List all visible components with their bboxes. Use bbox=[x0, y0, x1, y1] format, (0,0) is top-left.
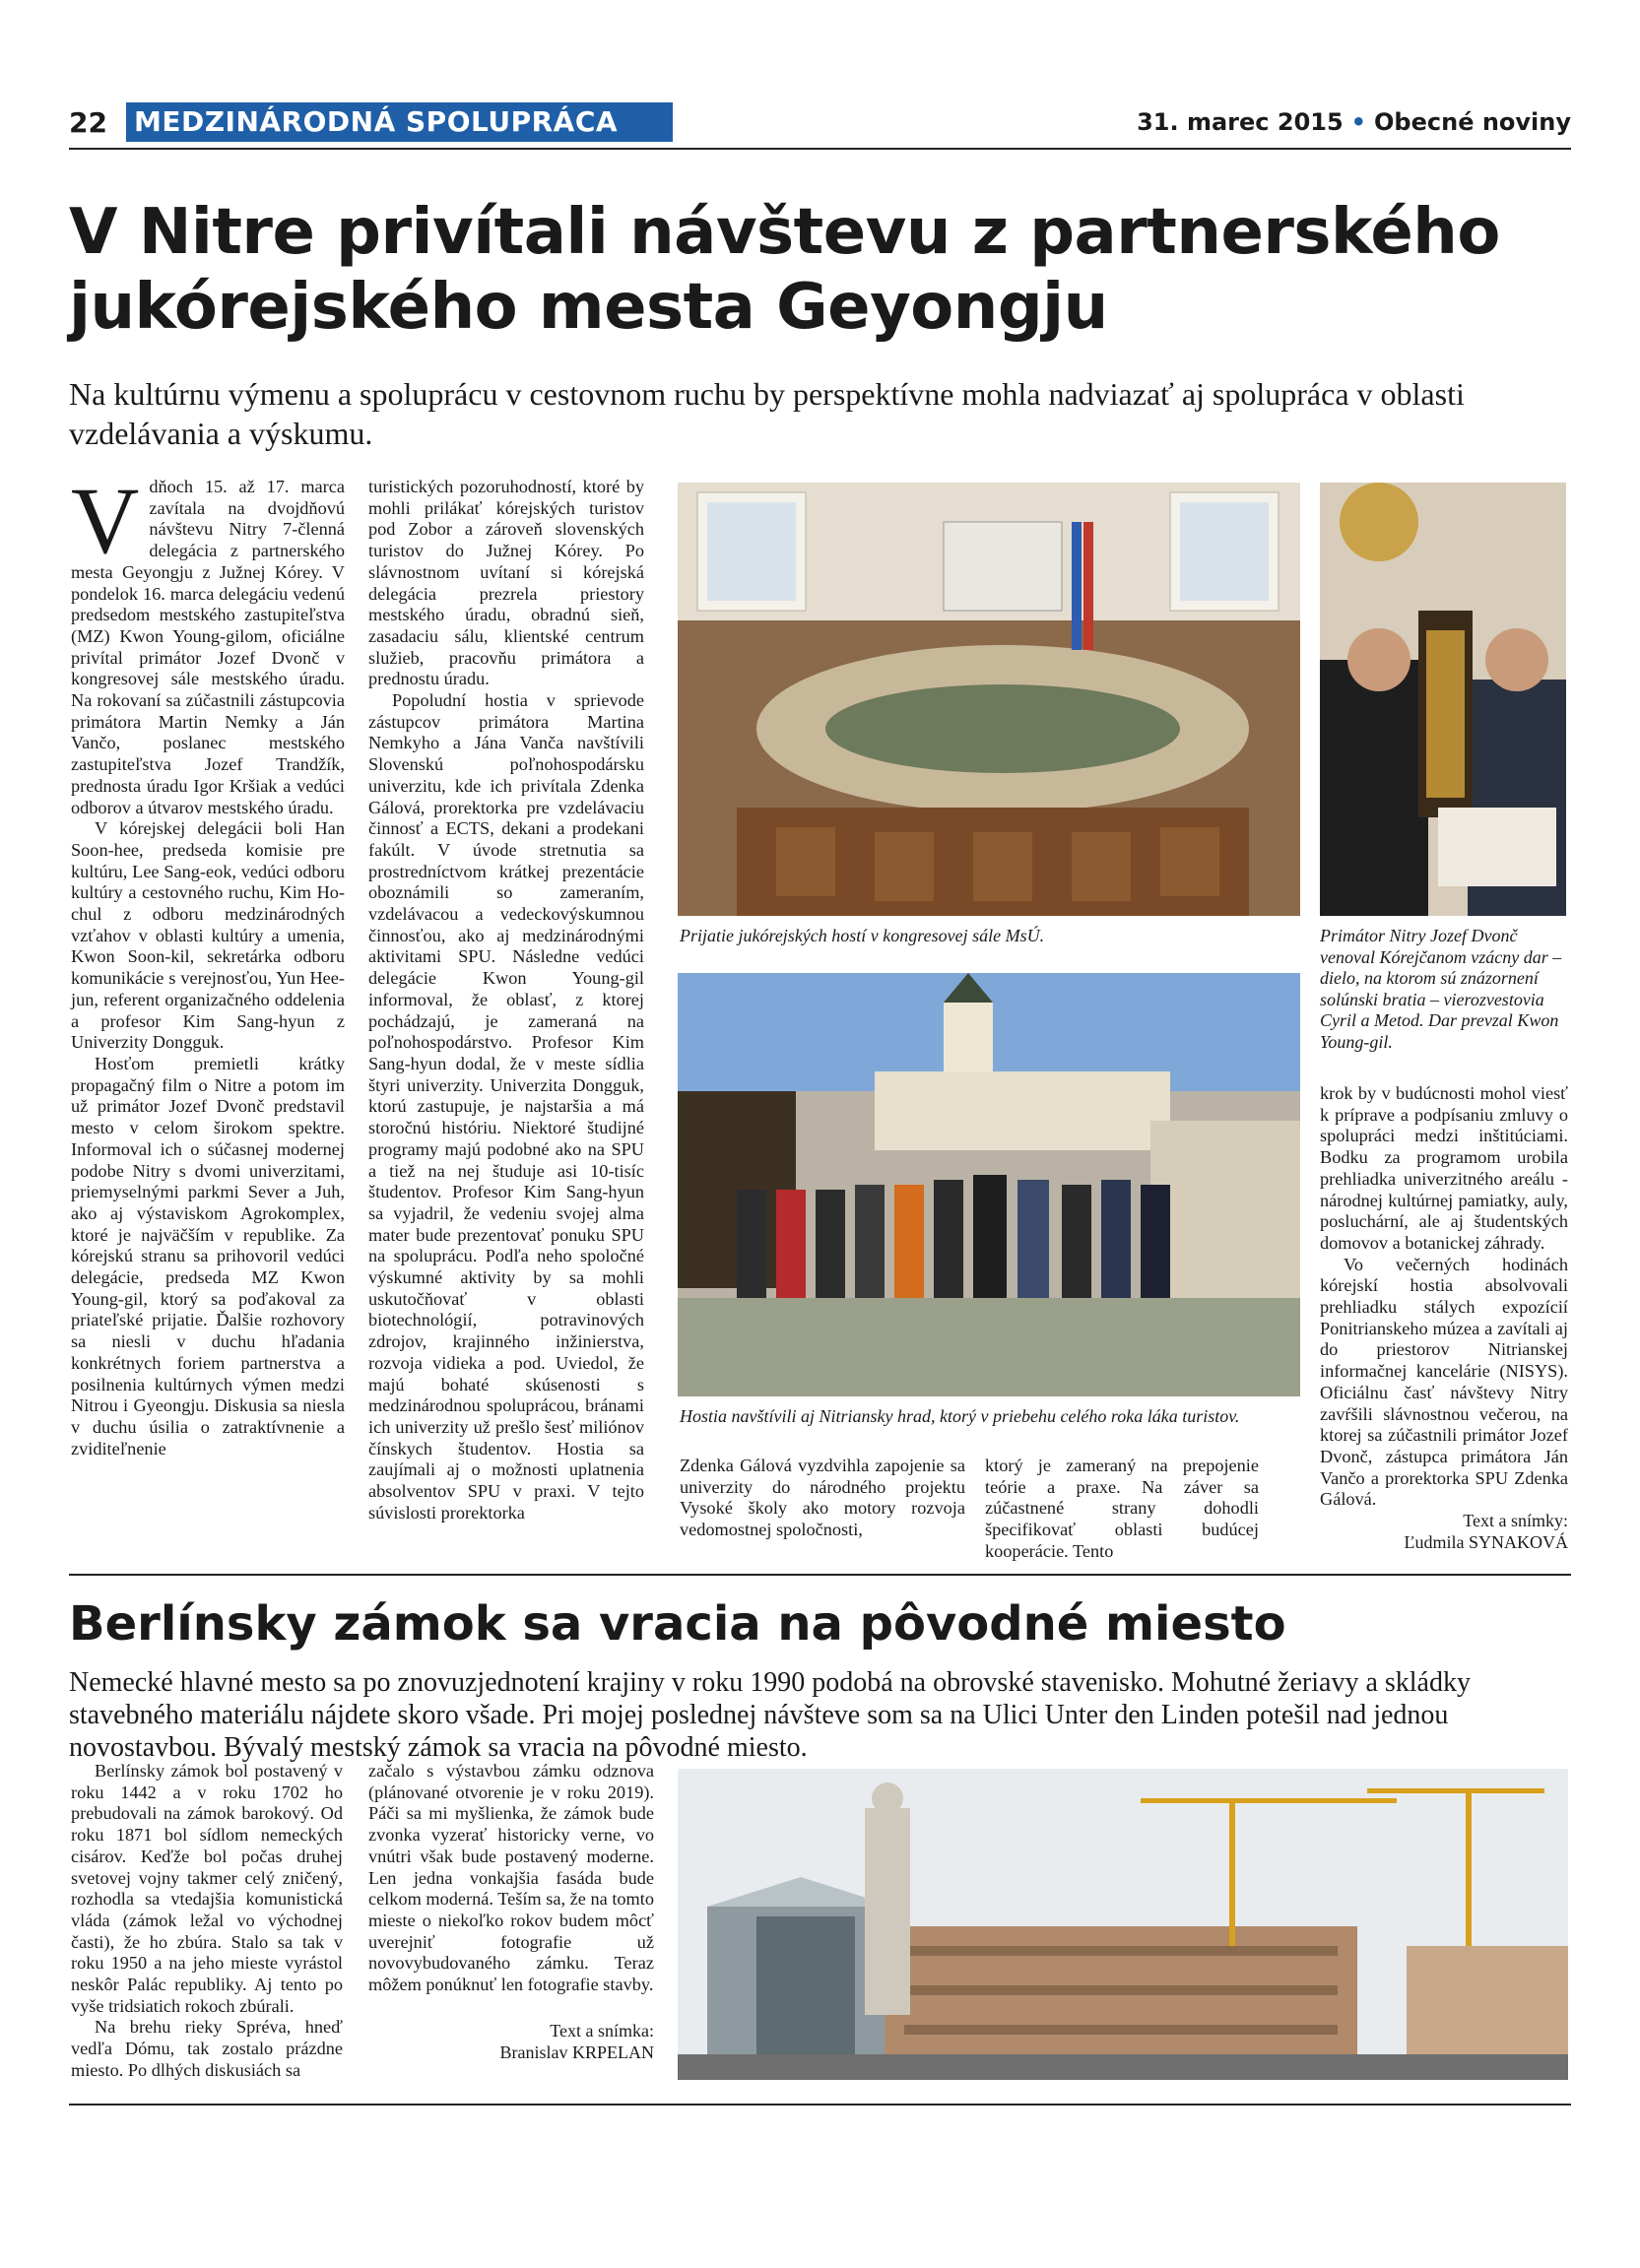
article-divider bbox=[69, 1574, 1571, 1576]
paragraph: Hosťom premietli krátky propagačný film o Nitre a potom im už primátor Jozef Dvonč predstavil mesto v celom širokom spektre. Informoval ich o súčasnej modernej podobe Nitry s dvomi univerzitami, priemyselnými parkmi Sever a Juh, ako aj výstaviskom Agrokomplex, ktoré je najväčším v republike. Za kórejskú stranu sa prihovoril vedúci delegácie, predseda MZ Kwon Young-gil, ktorý sa poďakoval za priateľské prijatie. Ďalšie rozhovory sa niesli v duchu hľadania konkrétnych foriem partnerstva a posilnenia kultúrnych výmen medzi Nitrou i Gyeongju. Diskusia sa niesla v duchu úsilia o zatraktívnenie a zviditeľnenie bbox=[71, 1053, 345, 1458]
article-lead: Na kultúrnu výmenu a spoluprácu v cestovnom ruchu by perspektívne mohla nadviazať aj spolupráca v oblasti vzdelávania a výskumu. bbox=[69, 376, 1465, 451]
article-column-1 bbox=[71, 468, 345, 1459]
paragraph: ktorý je zameraný na prepojenie teórie a praxe. Na záver sa zúčastnené strany dohodli špecifikovať oblasti budúcej kooperácie. Tento bbox=[985, 1456, 1259, 1561]
article-column-5 bbox=[1320, 1083, 1568, 1553]
header-rule bbox=[69, 148, 1571, 150]
section-banner: MEDZINÁRODNÁ SPOLUPRÁCA bbox=[126, 102, 673, 142]
publication-name: Obecné noviny bbox=[1374, 108, 1571, 136]
article-column-2 bbox=[368, 1761, 654, 1996]
article-lead: Nemecké hlavné mesto sa po znovuzjednotení krajiny v roku 1990 podobá na obrovské stavenisko. Mohutné žeriavy a skládky stavebného materiálu nájdete skoro všade. Pri mojej poslednej návšteve som sa na Ulici Unter den Linden potešil nad jednou novostavbou. Bývalý mestský zámok sa vracia na pôvodné miesto. bbox=[69, 1667, 1471, 1763]
paragraph: začalo s výstavbou zámku odznova (plánované otvorenie je v roku 2019). Páči sa mi myšlienka, že zámok bude zvonka vyzerať historicky verne, vo vnútri však bude postavený moderne. Len jedna vonkajšia fasáda bude celkom moderná. Teším sa, že na tomto mieste o niekoľko rokov budem môcť uverejniť fotografie už novovybudovaného zámku. Teraz môžem ponúknuť len fotografie stavby. bbox=[368, 1761, 654, 1995]
photo-berlin-palace bbox=[678, 1769, 1568, 2080]
article-title: V Nitre privítali návštevu z partnerského jukórejského mesta Geyongju bbox=[69, 196, 1500, 344]
photo-congress-hall bbox=[678, 483, 1300, 916]
photo-gift bbox=[1320, 483, 1566, 916]
paragraph: Berlínsky zámok bol postavený v roku 1442 a v roku 1702 ho prebudovali na zámok barokový. Od roku 1871 bol sídlom nemeckých cisárov. Keďže bol počas druhej svetovej vojny takmer celý zničený, rozhodla sa vtedajšia komunistická vláda (zámok ležal vo východnej časti), že ho zbúra. Stalo sa tak v roku 1950 a na jeho mieste vyrástol neskôr Palác republiky. Aj tento po vyše tridsiatich rokoch zbúrali. bbox=[71, 1761, 343, 2016]
paragraph: Na brehu rieky Spréva, hneď vedľa Dómu, tak zostalo prázdne miesto. Po dlhých diskusiách sa bbox=[71, 2017, 343, 2080]
paragraph: Popoludní hostia v sprievode zástupcov primátora Martina Nemkyho a Jána Vanča navštívili Slovenskú poľnohospodársku univerzitu, kde ich privítala Zdenka Gálová, prorektorka pre vzdelávaciu činnosť a ECTS, dekani a prodekani fakúlt. V úvode stretnutia sa prostredníctvom krátkej prezentácie oboznámili so zameraním, vzdelávacou a vedeckovýskumnou činnosťou, ako aj medzinárodnými aktivitami SPU. Následne vedúci delegácie Kwon Young-gil informoval, že oblasť, z ktorej pochádzajú, je zameraná na poľnohospodárstvo. Profesor Kim Sang-hyun dodal, že v meste sídlia štyri univerzity. Univerzita Dongguk, ktorú zastupuje, je najstaršia a má storočnú históriu. Niektoré študijné programy majú podobné ako na SPU a tiež na nej študuje asi 10-tisíc študentov. Profesor Kim Sang-hyun sa vyjadril, že vedeniu svojej alma mater bude prezentovať ponuku SPU na spoluprácu. Podľa neho spoločné výskumné aktivity by sa mohli uskutočňovať v oblasti biotechnológií, potravinových zdrojov, krajinného inžinierstva, rozvoja vidieka a pod. Uviedol, že majú bohaté skúsenosti s medzinárodnou spoluprácou, bránami ich univerzity už prešlo šesť miliónov čínskych študentov. Hostia sa zaujímali aj o možnosti uplatnenia absolventov SPU v praxi. V tejto súvislosti prorektorka bbox=[368, 690, 644, 1523]
paragraph: V kórejskej delegácii boli Han Soon-hee, predseda komisie pre kultúru, Lee Sang-eok, vedúci odboru kultúry a cestovného ruchu, Kim Ho-chul z odboru medzinárodných vzťahov v oblasti kultúry a umenia, Kwon Soon-kil, sekretárka odboru komunikácie s verejnosťou, Yun Hee-jun, referent organizačného oddelenia a profesor Kim Sang-hyun z Univerzity Dongguk. bbox=[71, 818, 345, 1053]
drop-cap: V bbox=[71, 468, 140, 573]
separator: • bbox=[1350, 108, 1367, 136]
paragraph: dňoch 15. až 17. marca zavítala na dvojdňovú návštevu Nitry 7-členná delegácia z partnerského mesta Geyongju z Južnej Kórey. V pondelok 16. marca delegáciu vedenú predsedom mestského zastupiteľstva (MZ) Kwon Young-gilom, oficiálne privítal primátor Jozef Dvonč v kongresovej sále mestského úradu. Na rokovaní sa zúčastnili zástupcovia primátora Martin Nemky a Ján Vančo, poslanec mestského zastupiteľstva Jozef Trandžík, prednosta úradu Igor Kršiak a vedúci odborov a útvarov mestského úradu. bbox=[71, 477, 345, 817]
signature-label: Text a snímky: bbox=[1463, 1511, 1568, 1531]
paragraph: Vo večerných hodinách kórejskí hostia absolvovali prehliadku stálych expozícií Ponitrianskeho múzea a zavítali aj do priestorov Nitrianskej informačnej kancelárie (NISYS). Oficiálnu časť návštevy Nitry zavŕšili slávnostnou večerou, na ktorej sa zúčastnili primátor Jozef Dvonč, zástupca primátora Ján Vančo a prorektorka SPU Zdenka Gálová. bbox=[1320, 1254, 1568, 1510]
paragraph: Zdenka Gálová vyzdvihla zapojenie sa univerzity do národného projektu Vysoké školy ako motory rozvoja vedomostnej spoločnosti, bbox=[680, 1456, 965, 1540]
issue-date: 31. marec 2015 bbox=[1137, 108, 1344, 136]
photo-nitra-castle bbox=[678, 973, 1300, 1396]
signature-label: Text a snímka: bbox=[550, 2021, 654, 2041]
caption-gift: Primátor Nitry Jozef Dvonč venoval Kórejčanom vzácny dar – dielo, na ktorom sú znázornení solúnski bratia – vierozvestovia Cyril a Metod. Dar prevzal Kwon Young-gil. bbox=[1320, 926, 1562, 1052]
caption-nitra-castle: Hostia navštívili aj Nitriansky hrad, ktorý v priebehu celého roka láka turistov. bbox=[680, 1406, 1240, 1426]
article-column-4 bbox=[985, 1456, 1259, 1563]
caption-congress-hall: Prijatie jukórejských hostí v kongresovej sále MsÚ. bbox=[680, 926, 1045, 945]
author-name: Branislav KRPELAN bbox=[499, 2042, 654, 2062]
paragraph: krok by v budúcnosti mohol viesť k príprave a podpísaniu zmluvy o spolupráci medzi inštitúciami. Bodku za programom urobila prehliadka univerzitného areálu - národnej kultúrnej pamiatky, auly, posluchární, ale aj študentských domovov a botanickej záhrady. bbox=[1320, 1083, 1568, 1253]
page-number: 22 bbox=[69, 106, 107, 139]
article-title: Berlínsky zámok sa vracia na pôvodné miesto bbox=[69, 1596, 1286, 1652]
paragraph: turistických pozoruhodností, ktoré by mohli prilákať kórejských turistov pod Zobor a zároveň slovenských turistov do Južnej Kórey. Po slávnostnom uvítaní si kórejská delegácia prezrela priestory mestského úradu, obradnú sieň, zasadaciu sálu, klientské centrum služieb, pracovňu primátora a prednostu úradu. bbox=[368, 477, 644, 689]
issue-info bbox=[1137, 108, 1571, 136]
author-name: Ľudmila SYNAKOVÁ bbox=[1404, 1531, 1568, 1552]
article-column-3 bbox=[680, 1456, 965, 1541]
article-column-1 bbox=[71, 1761, 343, 2082]
article-column-2 bbox=[368, 477, 644, 1523]
page-bottom-rule bbox=[69, 2104, 1571, 2106]
